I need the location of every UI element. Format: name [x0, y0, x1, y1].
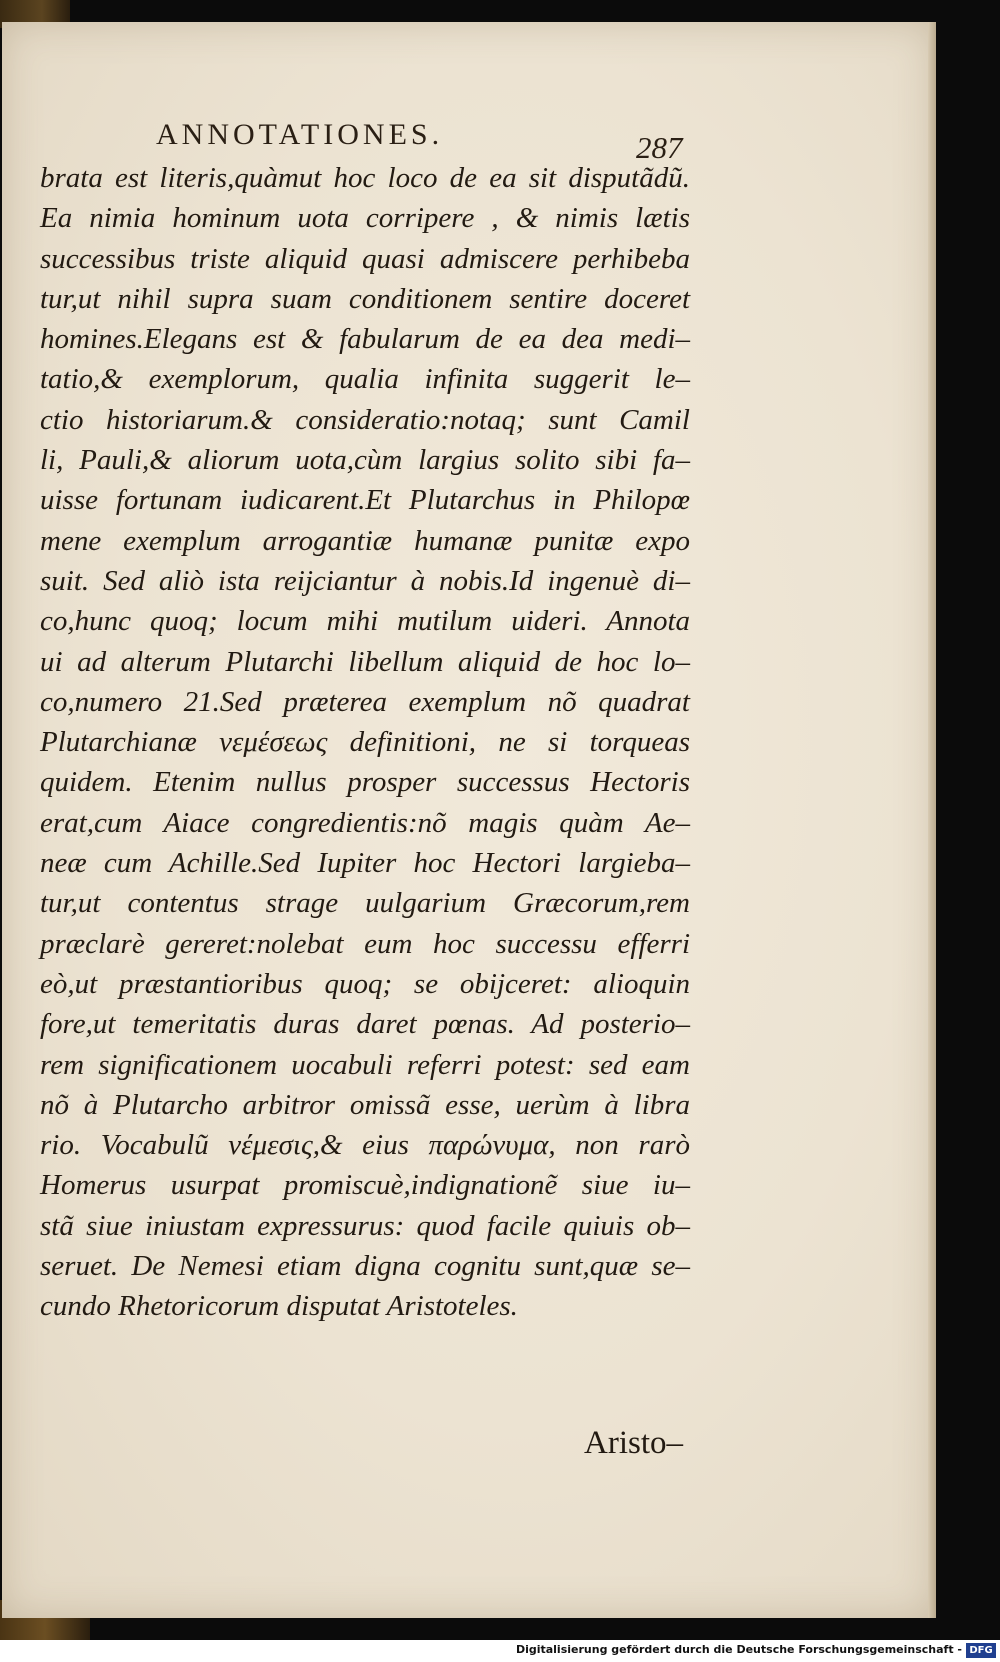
text-line: suit. Sed aliò ista reijciantur à nobis.Id ingenuè di–: [40, 564, 690, 597]
text-line: neæ cum Achille.Sed Iupiter hoc Hectori largieba–: [40, 847, 690, 880]
text-line: erat,cum Aiace congredientis:nõ magis quàm Ae–: [40, 806, 690, 839]
page-number: 287: [636, 130, 683, 165]
body-text: [40, 158, 690, 1327]
text-line: homines.Elegans est & fabularum de ea dea medi–: [40, 323, 690, 356]
funding-credit: Digitalisierung gefördert durch die Deutsche Forschungsgemeinschaft -: [515, 1643, 962, 1656]
text-line: nõ à Plutarcho arbitror omissã esse, uerùm à libra: [40, 1088, 690, 1121]
text-line: ctio historiarum.& consideratio:notaq; sunt Camil: [40, 403, 690, 436]
text-line: stã siue iniustam expressurus: quod facile quiuis ob–: [40, 1209, 690, 1242]
text-line: Plutarchianæ νεμέσεως definitioni, ne si torqueas: [40, 726, 690, 759]
text-line: co,hunc quoq; locum mihi mutilum uideri. Annota: [40, 605, 690, 638]
text-line: quidem. Etenim nullus prosper successus Hectoris: [40, 766, 690, 799]
text-line: rem significationem uocabuli referri potest: sed eam: [40, 1048, 690, 1081]
text-line: Homerus usurpat promiscuè,indignationẽ siue iu–: [40, 1169, 690, 1202]
text-line: rio. Vocabulũ νέμεσις,& eius παρώνυμα, non rarò: [40, 1129, 690, 1162]
text-line: mene exemplum arrogantiæ humanæ punitæ expo: [40, 524, 690, 557]
page-edge: [928, 22, 936, 1618]
running-head: ANNOTATIONES.: [156, 118, 444, 151]
text-line: tur,ut contentus strage uulgarium Græcorum,rem: [40, 887, 690, 920]
text-line: seruet. De Nemesi etiam digna cognitu sunt,quæ se–: [40, 1250, 690, 1283]
text-line: brata est literis,quàmut hoc loco de ea sit disputãdũ.: [40, 162, 690, 194]
text-line: successibus triste aliquid quasi admiscere perhibeba: [40, 242, 690, 275]
text-line: cundo Rhetoricorum disputat Aristoteles.: [40, 1290, 518, 1323]
text-line: tur,ut nihil supra suam conditionem sentire doceret: [40, 282, 690, 315]
text-line: ui ad alterum Plutarchi libellum aliquid de hoc lo–: [40, 645, 690, 678]
dfg-logo: DFG: [966, 1643, 996, 1658]
text-line: tatio,& exemplorum, qualia infinita suggerit le–: [40, 363, 690, 396]
text-line: li, Pauli,& aliorum uota,cùm largius solito sibi fa–: [40, 444, 690, 477]
text-line: uisse fortunam iudicarent.Et Plutarchus in Philopœ: [40, 484, 690, 517]
catchword: Aristo–: [584, 1425, 683, 1461]
text-line: co,numero 21.Sed præterea exemplum nõ quadrat: [40, 685, 690, 718]
text-line: præclarè gereret:nolebat eum hoc successu efferri: [40, 927, 690, 960]
text-line: fore,ut temeritatis duras daret pœnas. Ad posterio–: [40, 1008, 690, 1041]
text-line: eò,ut præstantioribus quoq; se obijceret: alioquin: [40, 967, 690, 1000]
text-line: Ea nimia hominum uota corripere , & nimis lætis: [40, 202, 690, 235]
